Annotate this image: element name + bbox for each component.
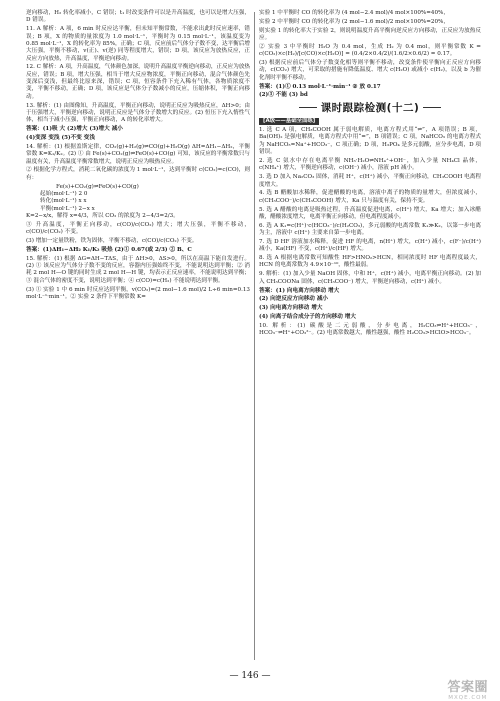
level-tag: [A级——基础全面练] bbox=[259, 118, 319, 125]
question-item: 3. 选 D 加入 Na₂CO₃ 固体，消耗 H⁺，c(H⁺) 减小，平衡正向移动，CH₃COOH 电离程度增大。 bbox=[259, 174, 481, 188]
question-item: 4. 选 B 醋酸加水稀释，促进醋酸的电离，溶液中离子的物质的量增大，但浓度减小，c(CH₃COO⁻)/c(CH₃COOH) 增大，Ka 只与温度有关，保持不变。 bbox=[259, 190, 481, 204]
answer-line: 答案：(1)① 0.13 mol·L⁻¹·min⁻¹ ② 放 0.17 bbox=[259, 83, 381, 90]
answer-line: 答案：(1) 向电离方向移动 增大 bbox=[259, 287, 340, 294]
paragraph: 则实验 1 的转化率大于实验 2，则说明温度升高平衡向逆反应方向移动，正反应为放热反应。 bbox=[259, 27, 481, 42]
question-item: 10. 解析：(1) 碳酸是二元弱酸，分步电离，H₂CO₃⇌H⁺+HCO₃⁻，HCO₃⁻⇌H⁺+CO₃²⁻。(2) 电离常数越大，酸性越强，酸性 H₂CO₃>HClO>HCO₃⁻。 bbox=[259, 322, 481, 337]
watermark-logo bbox=[447, 676, 488, 701]
equation-line: 转化(mol·L⁻¹) x x bbox=[40, 198, 87, 205]
watermark-url: MXQE.COM bbox=[448, 695, 488, 701]
question-item: 1. 选 C A 项，CH₃COOH 属于弱电解质，电离方程式用“⇌”，A 项错误；B 项，Ba(OH)₂ 是强电解质，电离方程式中用“=”，B 项错误；C 项，NaHCO₃ 的电离方程式为 NaHCO₃=Na⁺+HCO₃⁻，C 项正确；D 项，H₃PO₄ 是多元弱酸，应分步电离，D 项错误。 bbox=[259, 127, 481, 156]
answer-line: (4)变深 变浅 (5)不变 变浅 bbox=[26, 135, 95, 141]
equation-line: 起始(mol·L⁻¹) 2 0 bbox=[40, 190, 88, 197]
section-title: 课时跟踪检测(十二) bbox=[259, 105, 481, 112]
watermark-brand: 答案圈 bbox=[447, 680, 488, 695]
column-divider bbox=[254, 12, 255, 660]
paragraph: K=2−x/x，解得 x=4/3，所以 CO₂ 的浓度为 2−4/3=2/3。 bbox=[26, 212, 179, 219]
answer-line: (3) 向电离方向移动 增大 bbox=[259, 305, 323, 312]
equation-line: 平衡(mol·L⁻¹) 2−x x bbox=[40, 205, 95, 212]
paragraph: 14. 解析：(1) 根据盖斯定律，CO₂(g)+H₂(g)⇌CO(g)+H₂O(g) ΔH=ΔH₁−ΔH₂，平衡常数 K=K₁/K₂。(2) ① 由 Fe(s)+CO₂(g)⇌FeO(s)+CO(g) 可知，该反应的平衡常数只与温度有关，升高温度平衡常数增大，说明正反应为吸热反应。 bbox=[26, 143, 250, 165]
paragraph: 实验 2 中平衡时 CO 的转化率为 (2 mol−1.6 mol)/2 mol×100%=20%， bbox=[259, 18, 449, 25]
question-item: 6. 选 A K₁=c(H⁺)·c(HCO₃⁻)/c(H₂CO₃)，多元弱酸的电离常数 K₁≫K₂，以第一步电离为主，溶液中 c(H⁺) 主要来自第一步电离。 bbox=[259, 222, 481, 237]
paragraph: 11. A 解析：A 项，6 min 时反应达平衡，但未知平衡常数，不能求出此时反应速率，错误；B 项，X 的物质的量浓度为 1.0 mol·L⁻¹，平衡时为 0.15 mol·L⁻¹，该温度变为 0.85 mol·L⁻¹，X 的转化率为 85%，正确；C 项，反应前后气体分子数不变，达平衡后增大压强，平衡不移动，v(正)、v(逆) 同等程度增大，错误；D 项，该反应为放热反应，正反应方向放热，升高温度，平衡逆向移动。 bbox=[26, 26, 250, 62]
question-item: 2. 选 C 氨水中存在电离平衡 NH₃·H₂O⇌NH₄⁺+OH⁻，加入少量 NH₄Cl 晶体，c(NH₄⁺) 增大，平衡逆向移动，c(OH⁻) 减小，溶液 pH 减小。 bbox=[259, 158, 481, 172]
page-number: — 146 — bbox=[229, 671, 271, 681]
paragraph: 13. 解析：(1) 由图像知，升高温度，平衡正向移动，说明正反应为吸热反应，ΔH>0；由于压强增大，平衡逆向移动，说明正反应是气体分子数增大的反应。(2) 恒压下充入惰性气体，相当于减小压强，平衡正向移动，A 的转化率增大。 bbox=[26, 102, 250, 124]
paragraph: 逆向移动，H₂ 转化率减小，C 错误；t₁ 时改变条件可以是升高温度，也可以是增大压强，D 错误。 bbox=[26, 10, 250, 24]
left-column bbox=[26, 10, 250, 303]
paragraph: (3) 增加一定量铁粉，铁为固体，平衡不移动，c(CO)/c(CO₂) 不变。 bbox=[26, 237, 198, 244]
answer-line: (2)③ 不能 (3) bd bbox=[259, 92, 308, 99]
right-column bbox=[259, 10, 481, 339]
answer-line: (4) 向离子结合成分子的方向移动 增大 bbox=[259, 314, 356, 321]
question-item: 5. 选 A 醋酸的电离是吸热过程，升高温度促进电离，c(H⁺) 增大，Ka 增大；加入冰醋酸，醋酸浓度增大，电离平衡正向移动，但电离程度减小。 bbox=[259, 206, 481, 220]
paragraph: 实验 1 中平衡时 CO 的转化率为 (4 mol−2.4 mol)/4 mol×100%=40%， bbox=[259, 10, 449, 16]
answer-line: 答案：(1)吸 大 (2)增大 (3)增大 减小 bbox=[26, 126, 123, 133]
question-item: 9. 解析：(1) 加入少量 NaOH 固体，中和 H⁺，c(H⁺) 减小，电离平衡正向移动。(2) 加入 CH₃COONa 固体，c(CH₃COO⁻) 增大，平衡逆向移动，c(H⁺) 减小。 bbox=[259, 271, 481, 285]
paragraph: 15. 解析：(1) 根据 ΔG=ΔH−TΔS，由于 ΔH>0，ΔS>0，所以在高温下能自发进行。(2) ① 该反应为气体分子数不变的反应，容器内压强始终不变，不能说明达到平衡；② 消耗 2 mol H—O 键的同时生成 2 mol H—H 键，均表示正反应速率，不能说明达到平衡；③ 混合气体的密度不变，说明达到平衡；④ c(CO)=c(H₂) 不能说明达到平衡。 bbox=[26, 255, 250, 284]
equation-line: Fe(s)+CO₂(g)⇌FeO(s)+CO(g) bbox=[56, 183, 139, 190]
paragraph: 12. C 解析：A 项，升高温度，气体颜色加深，说明升高温度平衡逆向移动，正反应为放热反应，错误；B 项，增大压强，相当于增大反应物浓度，平衡正向移动，混合气体颜色先变深后变浅，但最终比原来深，错误；C 项，恒容条件下充入稀有气体，各物质浓度不变，平衡不移动，正确；D 项，该反应是气体分子数减小的反应，压缩体积，平衡正向移动。 bbox=[26, 64, 250, 100]
question-item: 7. 选 D HF 溶液加水稀释，促进 HF 的电离，n(H⁺) 增大，c(H⁺) 减小，c(F⁻)/c(H⁺) 减小，Ka(HF) 不变，c(H⁺)/c(HF) 增大。 bbox=[259, 238, 481, 253]
paragraph: (3) 根据反应前后气体分子数变化相等则平衡不移动，改变条件使平衡向正反应方向移动，c(CO₂) 增大，可采取的措施有降低温度、增大 c(H₂O) 或减小 c(H₂)，以及 b 为催化剂时平衡不移动。 bbox=[259, 60, 481, 81]
paragraph: ② 根据化学方程式，消耗二氧化碳的浓度为 1 mol·L⁻¹，达到平衡时 c(CO₂)=c(CO)，则有： bbox=[26, 167, 250, 181]
answer-line: (2) 向逆反应方向移动 减小 bbox=[259, 296, 329, 303]
paragraph: (3) ① 实验 1 中 6 min 时反应达到平衡，v(CO₂)=(2 mol−1.6 mol)/2 L÷6 min=0.13 mol·L⁻¹·min⁻¹。② 实验 2 条件下平衡常数 K= bbox=[26, 286, 250, 300]
paragraph: ③ 升高温度，平衡正向移动，c(CO)/c(CO₂) 增大；增大压强，平衡不移动，c(CO)/c(CO₂) 不变。 bbox=[26, 221, 250, 236]
question-item: 8. 选 A 根据电离常数可知酸性 HF>HNO₂>HCN，相同浓度时 HF 电离程度最大，HCN 的电离常数为 4.9×10⁻¹⁰，酸性最弱。 bbox=[259, 255, 481, 269]
paragraph: ② 实验 3 中平衡时 H₂O 为 0.4 mol，生成 H₂ 为 0.4 mol，则平衡常数 K = c(CO₂)×c(H₂)/[c(CO)×c(H₂O)] = (0.4/2×0.4/2)/(1.6/2×0.6/2) = 0.17。 bbox=[259, 43, 481, 58]
answer-line: 答案：(1)ΔH₁−ΔH₂ K₁/K₂ 吸热 (2)① 0.67(或 2/3) ② B、C bbox=[26, 246, 192, 253]
